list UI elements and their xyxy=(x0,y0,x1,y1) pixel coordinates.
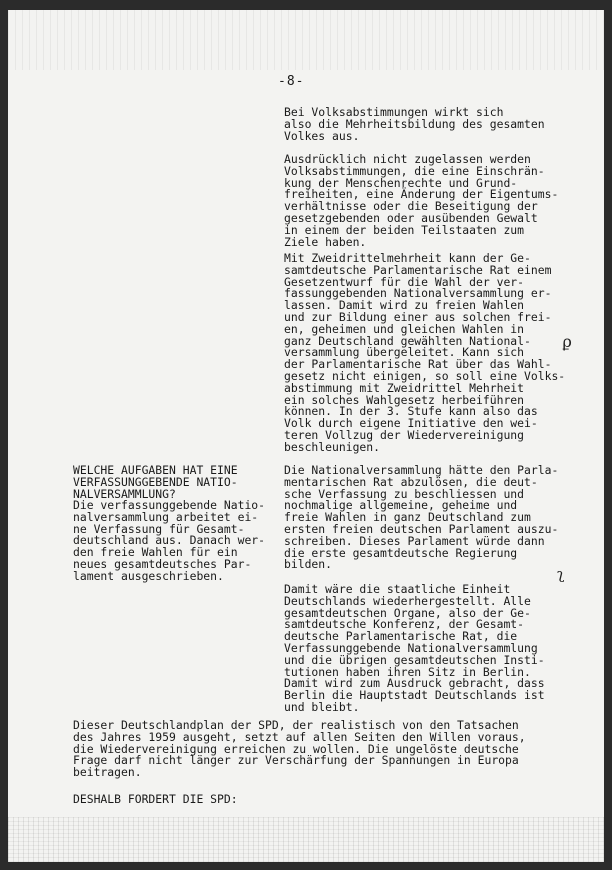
paragraph-electoral-law: Mit Zweidrittelmehrheit kann der Ge- samtdeutsche Parlamentarische Rat einem Gesetzentwurf für die Wahl der ver- fassunggebenden Nationalversammlung er- lassen. Damit wird zu freien Wahlen und zur Bildung einer aus solchen frei- en, geheimen und gleichen Wahlen in ganz Deutschland gewählten National- versammlung übergeleitet. Kann sich der Parlamentarische Rat über das Wahl- gesetz nicht einigen, so soll eine Volks- abstimmung mit Zweidrittel Mehrheit ein solches Wahlgesetz herbeiführen können. In der 3. Stufe kann also das Volk durch eigene Initiative den wei- teren Vollzug der Wiedervereinigung beschleunigen. xyxy=(284,251,566,454)
paragraph-excluded-referendums: Ausdrücklich nicht zugelassen werden Volksabstimmungen, die eine Einschrän- kung der Menschenrechte und Grund- freiheiten, eine Änderung der Eigentums- verhältnisse oder die Beseitigung der gesetzgebenden oder ausübenden Gewalt in einem der beiden Teilstaaten zum Ziele haben. xyxy=(284,152,559,249)
paragraph-referendum-majority: Bei Volksabstimmungen wirkt sich also die Mehrheitsbildung des gesamten Volkes aus. xyxy=(284,105,545,143)
margin-note-text: Die verfassunggebende Natio- nalversammlung arbeitet ei- ne Verfassung für Gesamt- deutschland aus. Danach wer- den freie Wahlen für ein neues gesamtdeutsches Par- lament ausgeschrieben. xyxy=(73,498,266,583)
page-number: -8- xyxy=(278,74,305,89)
closing-demand: DESHALB FORDERT DIE SPD: xyxy=(73,792,238,806)
handwritten-mark: ϼ xyxy=(562,332,572,351)
paragraph-germany-plan: Dieser Deutschlandplan der SPD, der realistisch von den Tatsachen des Jahres 1959 ausgeht, setzt auf allen Seiten den Willen voraus, die Wiedervereinigung erreichen zu wollen. Die ungelöste deutsche Frage darf nicht länger zur Verschärfung der Spannungen in Europa beitragen. xyxy=(73,718,526,780)
handwritten-mark-2: ʅ xyxy=(557,565,565,583)
margin-heading: WELCHE AUFGABEN HAT EINE VERFASSUNGGEBENDE NATIO- NALVERSAMMLUNG? xyxy=(73,463,238,501)
paragraph-national-assembly: Die Nationalversammlung hätte den Parla- mentarischen Rat abzulösen, die deut- sche Verfassung zu beschliessen und nochmalige allgemeine, geheime und freie Wahlen in ganz Deutschland zum ersten freien deutschen Parlament auszu- schreiben. Dieses Parlament würde dann die erste gesamtdeutsche Regierung bilden. xyxy=(284,463,559,572)
scan-noise-top xyxy=(8,10,604,70)
document-page xyxy=(8,10,604,862)
paragraph-unity-restored: Damit wäre die staatliche Einheit Deutschlands wiederhergestellt. Alle gesamtdeutschen Organe, also der Ge- samtdeutsche Konferenz, der Gesamt- deutsche Parlamentarische Rat, die Verfassunggebende Nationalversammlung und die übrigen gesamtdeutschen Insti- tutionen haben ihren Sitz in Berlin. Damit wird zum Ausdruck gebracht, dass Berlin die Hauptstadt Deutschlands ist und bleibt. xyxy=(284,582,545,714)
scan-noise-bottom xyxy=(8,817,604,862)
